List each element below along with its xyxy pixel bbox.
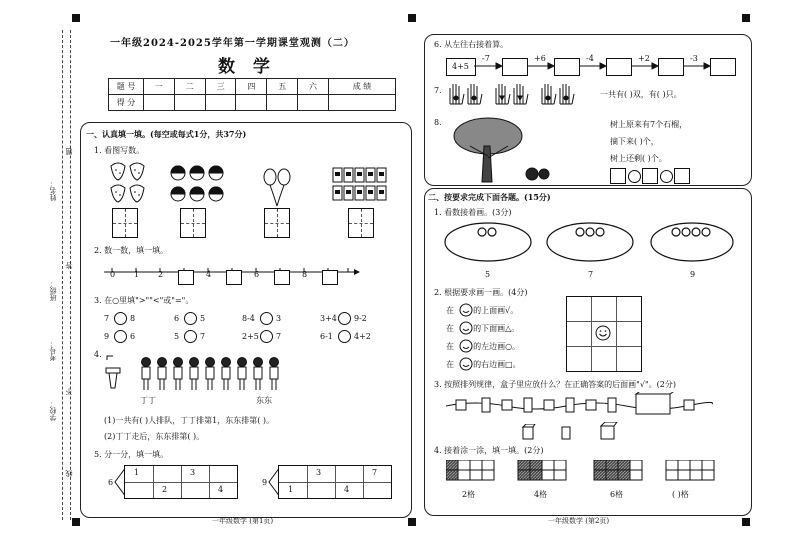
score-header: 五	[267, 79, 298, 95]
chain-answer-box[interactable]	[710, 58, 736, 76]
compare-right: 8	[130, 314, 136, 323]
ellipse-number: 7	[588, 270, 594, 279]
score-cell[interactable]	[267, 95, 298, 111]
blank-box[interactable]	[322, 270, 338, 285]
split-cell[interactable]: 2	[162, 485, 168, 494]
class-label: 班级：	[49, 280, 57, 301]
equation-circle[interactable]	[628, 170, 641, 183]
score-header: 二	[174, 79, 205, 95]
p2-q1-label: 1. 看数接着画。(3分)	[434, 208, 512, 217]
binding-char: 线	[65, 470, 73, 477]
corner-mark	[742, 518, 750, 526]
compare-circle[interactable]	[184, 312, 197, 325]
compare-right: 3	[276, 314, 282, 323]
q1-label: 1. 看图写数。	[94, 146, 145, 155]
corner-mark	[742, 14, 750, 22]
draw-instruction: 在 的下面画△。	[446, 324, 520, 333]
score-header: 一	[144, 79, 175, 95]
compare-left: 6	[174, 314, 180, 323]
compare-circle[interactable]	[114, 330, 127, 343]
children-queue-icon	[140, 356, 290, 396]
binding-char: 答	[65, 262, 73, 269]
chain-op: +2	[638, 54, 650, 63]
smiley-icon	[458, 302, 474, 378]
chain-answer-box[interactable]	[606, 58, 632, 76]
shade-caption[interactable]: ( )格	[672, 490, 689, 499]
score-header: 三	[205, 79, 236, 95]
draw-instruction: 在 的左边画○。	[446, 342, 521, 351]
answer-shape-icon[interactable]	[560, 424, 574, 440]
equation-box[interactable]	[642, 168, 658, 184]
school-label: 学校：	[49, 400, 57, 421]
split-cell[interactable]: 4	[218, 485, 224, 494]
split-cell[interactable]: 3	[190, 468, 196, 477]
compare-left: 7	[104, 314, 110, 323]
split-total: 6	[108, 478, 114, 487]
name-dongdong: 东东	[256, 396, 272, 405]
score-table	[108, 78, 396, 111]
blank-box[interactable]	[274, 270, 290, 285]
shade-caption: 4格	[534, 490, 548, 499]
score-cell[interactable]	[205, 95, 236, 111]
compare-left: 3+4	[320, 314, 337, 323]
p2-q3-label: 3. 按照排列规律，盒子里应放什么？在正确答案的后面画"√"。(2分)	[434, 380, 676, 389]
compare-right: 4+2	[354, 332, 371, 341]
footer-left: 一年级数学 (第1页)	[212, 517, 274, 525]
strawberry-icon	[108, 158, 148, 204]
q4-line1: (1)一共有( )人排队，丁丁排第1，东东排第( )。	[104, 416, 274, 425]
q8-label: 8.	[434, 118, 442, 127]
answer-shape-icon[interactable]	[600, 422, 618, 440]
answer-box[interactable]	[180, 208, 206, 238]
compare-right: 5	[200, 314, 206, 323]
answer-box[interactable]	[348, 208, 374, 238]
compare-left: 6-1	[320, 332, 333, 341]
footer-right: 一年级数学 (第2页)	[548, 517, 610, 525]
q7-label: 7.	[434, 86, 442, 95]
sink-icon	[104, 354, 122, 390]
split-total: 9	[262, 478, 268, 487]
q8-line: 树上还剩( )个。	[610, 154, 667, 163]
pattern-rope-icon	[446, 392, 714, 418]
ellipse-number: 5	[485, 270, 491, 279]
compare-right: 7	[200, 332, 206, 341]
q3-label: 3. 在○里填">""<"或"="。	[94, 296, 194, 305]
glove-icon	[448, 82, 598, 106]
score-cell[interactable]	[298, 95, 329, 111]
compare-circle[interactable]	[338, 330, 351, 343]
compare-left: 9	[104, 332, 110, 341]
blank-box[interactable]	[178, 270, 194, 285]
compare-circle[interactable]	[260, 312, 273, 325]
score-cell[interactable]	[144, 95, 175, 111]
chain-op: -3	[690, 54, 698, 63]
split-cell[interactable]: 1	[134, 468, 140, 477]
compare-left: 2+5	[242, 332, 259, 341]
part2-title: 二、按要求完成下面各题。(15分)	[428, 192, 551, 202]
q6-label: 6. 从左往右接着算。	[434, 40, 509, 49]
tick-label: 4	[206, 270, 212, 279]
name-label: 姓名：	[49, 180, 57, 201]
compare-right: 9-2	[354, 314, 367, 323]
score-header: 题 号	[109, 79, 144, 95]
chain-start-text: 4+5	[452, 62, 469, 71]
compare-left: 5	[174, 332, 180, 341]
subject-title: 数 学	[218, 57, 276, 77]
shading-grid-icon	[446, 460, 716, 482]
exam-title: 一年级2024-2025学年第一学期课堂观测（二）	[110, 38, 355, 49]
score-cell[interactable]	[174, 95, 205, 111]
ellipse-icon	[444, 222, 734, 264]
tick-label: 6	[254, 270, 260, 279]
compare-right: 6	[130, 332, 136, 341]
compare-circle[interactable]	[114, 312, 127, 325]
shade-caption: 2格	[462, 490, 476, 499]
compare-circle[interactable]	[184, 330, 197, 343]
equation-box[interactable]	[674, 168, 690, 184]
balloon-icon	[260, 168, 294, 208]
score-cell[interactable]	[328, 95, 395, 111]
part1-title: 一、认真填一填。(每空或每式1分，共37分)	[86, 129, 247, 139]
q2-label: 2. 数一数，填一填。	[94, 246, 169, 255]
split-cell[interactable]: 3	[316, 468, 322, 477]
binding-char: 题	[65, 148, 73, 155]
corner-mark	[408, 518, 416, 526]
split-cell[interactable]: 7	[372, 468, 378, 477]
binding-char: 不	[65, 388, 73, 395]
tick-label: 0	[110, 270, 116, 279]
carton-icon	[332, 164, 390, 204]
shade-caption: 6格	[610, 490, 624, 499]
corner-mark	[72, 14, 80, 22]
q8-line: 树上原来有7个石榴，	[610, 120, 688, 129]
score-row-label: 得 分	[109, 95, 144, 111]
q7-text: 一共有( )双，有( )只。	[600, 90, 682, 99]
tick-label: 8	[302, 270, 308, 279]
p2-q2-label: 2. 根据要求画一画。(4分)	[434, 288, 528, 297]
chain-op: -4	[586, 54, 594, 63]
blank-box[interactable]	[226, 270, 242, 285]
tick-label: 2	[158, 270, 164, 279]
chain-answer-box[interactable]	[658, 58, 684, 76]
q5-label: 5. 分一分，填一填。	[94, 450, 169, 459]
tick-label: 1	[134, 270, 140, 279]
corner-mark	[408, 14, 416, 22]
answer-box[interactable]	[112, 208, 138, 238]
equation-box[interactable]	[610, 168, 626, 184]
split-cell[interactable]: 4	[344, 485, 350, 494]
smiley-icon	[594, 324, 612, 342]
q4-label: 4.	[94, 350, 102, 359]
compare-left: 8-4	[242, 314, 255, 323]
draw-instruction: 在 的上面画√。	[446, 306, 519, 315]
split-cell[interactable]: 1	[288, 485, 294, 494]
score-header: 四	[236, 79, 267, 95]
corner-mark	[72, 518, 80, 526]
ellipse-number: 9	[690, 270, 696, 279]
p2-q4-label: 4. 接着涂一涂，填一填。(2分)	[434, 446, 544, 455]
compare-circle[interactable]	[260, 330, 273, 343]
compare-circle[interactable]	[338, 312, 351, 325]
ball-icon	[170, 164, 224, 204]
id-label: 考号：	[49, 340, 57, 361]
equation-circle[interactable]	[660, 170, 673, 183]
score-cell[interactable]	[236, 95, 267, 111]
chain-answer-box[interactable]	[554, 58, 580, 76]
q8-line: 摘下来( )个，	[610, 137, 659, 146]
q4-line2: (2)丁丁走后，东东排第( )。	[104, 432, 205, 441]
chain-op: +6	[534, 54, 546, 63]
compare-right: 7	[276, 332, 282, 341]
answer-shape-icon[interactable]	[522, 424, 536, 440]
name-dingding: 丁丁	[140, 396, 156, 405]
score-header: 成 绩	[328, 79, 395, 95]
chain-answer-box[interactable]	[502, 58, 528, 76]
answer-box[interactable]	[264, 208, 290, 238]
score-header: 六	[298, 79, 329, 95]
pomegranate-tree-icon	[452, 116, 550, 186]
draw-instruction: 在 的右边画□。	[446, 360, 521, 369]
chain-op: -7	[482, 54, 490, 63]
